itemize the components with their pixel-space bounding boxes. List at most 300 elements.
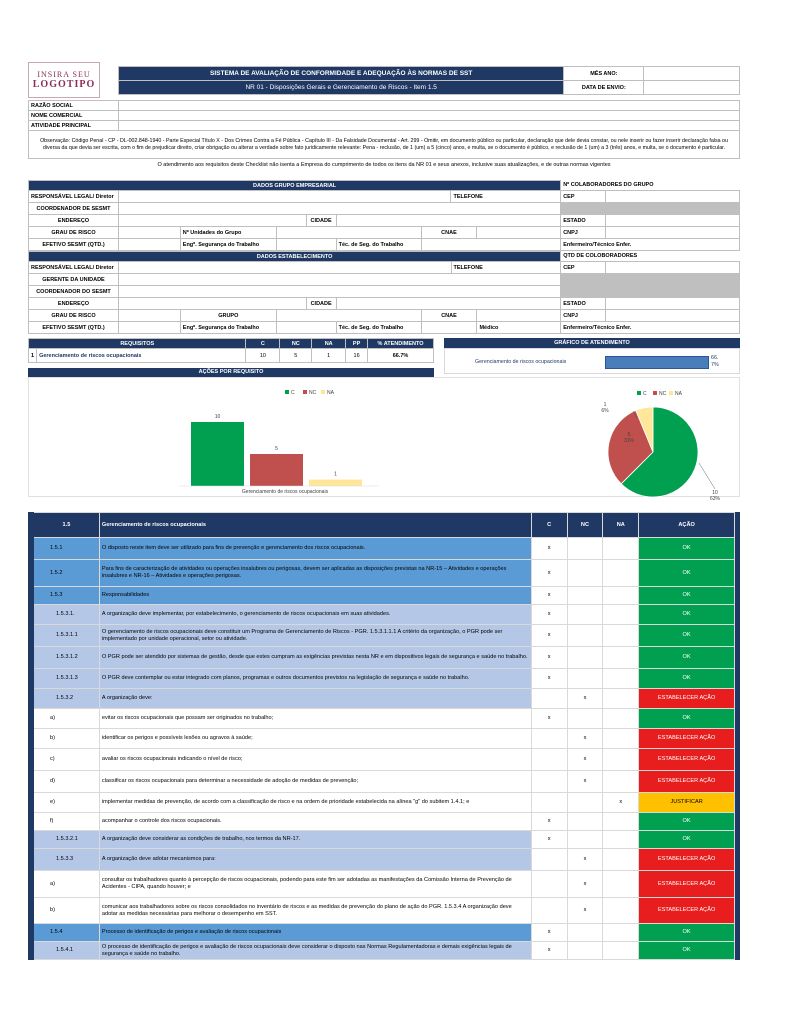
row-gutter (734, 813, 739, 831)
checklist-row (29, 793, 740, 813)
estab-telefone-label: TELEFONE (451, 262, 561, 274)
grupo-efetivo-field[interactable] (118, 239, 180, 251)
row-gutter (734, 771, 739, 793)
grupo-gray-block (561, 203, 740, 215)
row-number: f) (34, 813, 100, 831)
grupo-cidade-label: CIDADE (306, 215, 336, 227)
grupo-title: DADOS GRUPO EMPRESARIAL (29, 181, 561, 191)
summary-row-na: 1 (312, 349, 346, 363)
grupo-unidades-label: Nº Unidades do Grupo (180, 227, 276, 239)
estab-cnae-field[interactable] (477, 310, 561, 322)
row-gutter (734, 647, 739, 669)
razao-field[interactable] (119, 101, 740, 111)
row-gutter (734, 942, 739, 960)
bar-legend-swatch-nc (303, 390, 307, 394)
row-gutter (734, 587, 739, 605)
estab-table (28, 251, 740, 334)
row-action-badge[interactable]: OK (639, 831, 735, 849)
row-na-mark[interactable] (603, 771, 639, 793)
row-gutter (734, 560, 739, 587)
data-envio-field[interactable] (644, 81, 740, 95)
row-text: O disposto neste item deve ser utilizado para fins de prevenção e gerenciamento dos riscos ocupacionais. (99, 538, 531, 560)
checklist-header-acao: AÇÃO (639, 513, 735, 538)
row-text: Responsabilidades (99, 587, 531, 605)
pie-legend-swatch-nc (653, 391, 657, 395)
header-table (118, 66, 740, 95)
row-na-mark[interactable] (603, 605, 639, 625)
grupo-eng-field[interactable] (276, 239, 336, 251)
pie-legend-label-c: C (643, 391, 647, 397)
row-na-mark[interactable] (603, 709, 639, 729)
nr-subtitle: NR 01 - Disposições Gerais e Gerenciamento de Riscos - Item 1.5 (119, 81, 564, 95)
row-c-mark[interactable] (531, 771, 567, 793)
observacao-text: Observação: Código Penal - CP - DL-002.848-1940 - Parte Especial Título X - Dos Crimes Contra a Fé Pública - Capítulo III - Da Falsidade Documental - Art. 299 - Omitir, em documento público ou particular, declaração que dele devia constar, ou nele inserir ou fazer inserir declaração falsa ou diversa da que devia ser escrita, com o fim de prejudicar direito, criar obrigação ou alterar a verdade sobre fato juridicamente relevante: Pena - reclusão, de 1 (um) a 5 (cinco) anos, e multa, se o documento é público, e reclusão de 1 (um) a 3 (três) anos, e multa, se o documento é particular. (29, 131, 740, 159)
checklist-table (28, 512, 740, 960)
estab-grau-label: GRAU DE RISCO (29, 310, 119, 322)
mes-ano-field[interactable] (644, 67, 740, 81)
grupo-resp-field[interactable] (118, 191, 450, 203)
row-action-badge[interactable]: OK (639, 647, 735, 669)
estab-eng-field[interactable] (276, 322, 336, 334)
row-c-mark[interactable]: x (531, 605, 567, 625)
bar-legend-label-c: C (291, 390, 295, 396)
estab-eng-label: Engº. Segurança do Trabalho (180, 322, 276, 334)
row-na-mark[interactable] (603, 625, 639, 647)
row-number: b) (34, 898, 100, 924)
row-text: consultar os trabalhadores quanto à percepção de riscos ocupacionais, podendo para este fim ser adotadas as manifestações da Comissão Interna de Prevenção de Acidentes - CIPA, quando houver; e (99, 871, 531, 898)
estab-resp-label: RESPONSÁVEL LEGAL/ Diretor (29, 262, 119, 274)
pie-data-label-c: 10 (712, 490, 718, 496)
row-na-mark[interactable] (603, 871, 639, 898)
row-gutter (734, 898, 739, 924)
grupo-coord-label: COORDENADOR DE SESMT (29, 203, 119, 215)
row-action-badge[interactable]: ESTABELECER AÇÃO (639, 689, 735, 709)
row-action-badge[interactable]: ESTABELECER AÇÃO (639, 771, 735, 793)
checklist-header-nc: NC (567, 513, 603, 538)
row-nc-mark[interactable]: x (567, 871, 603, 898)
checklist-row (29, 849, 740, 871)
summary-header-pp: PP (346, 339, 368, 349)
checklist-header-c: C (531, 513, 567, 538)
estab-grau-field[interactable] (118, 310, 180, 322)
row-text: A organização deve: (99, 689, 531, 709)
grupo-tec-label: Téc. de Seg. do Trabalho (336, 239, 421, 251)
estab-gerente-field[interactable] (118, 274, 560, 286)
row-gutter (734, 729, 739, 749)
row-text: evitar os riscos ocupacionais que possam ser originados no trabalho; (99, 709, 531, 729)
row-number: 1.5.3.2 (34, 689, 100, 709)
pie-legend-swatch-na (669, 391, 673, 395)
checklist-row (29, 771, 740, 793)
pie-leader-line (699, 463, 715, 489)
row-text: O PGR deve contemplar ou estar integrado com planos, programas e outros documentos previstos na legislação de segurança e saúde no trabalho. (99, 669, 531, 689)
estab-gray-block (561, 274, 740, 298)
summary-row-num: 1 (29, 349, 37, 363)
row-action-badge[interactable]: OK (639, 669, 735, 689)
row-gutter (734, 709, 739, 729)
row-c-mark[interactable] (531, 749, 567, 771)
pie-data-label-c: 63% (709, 496, 721, 502)
row-action-badge[interactable]: OK (639, 538, 735, 560)
row-number: a) (34, 871, 100, 898)
row-text: A organização deve implementar, por estabelecimento, o gerenciamento de riscos ocupacionais em suas atividades. (99, 605, 531, 625)
row-na-mark[interactable]: x (603, 793, 639, 813)
row-number: a) (34, 709, 100, 729)
row-c-mark[interactable]: x (531, 560, 567, 587)
summary-header-requisitos: REQUISITOS (29, 339, 246, 349)
row-gutter (734, 871, 739, 898)
estab-enf-label: Enfermeiro/Técnico Enfer. (561, 322, 740, 334)
row-na-mark[interactable] (603, 831, 639, 849)
row-action-badge[interactable]: OK (639, 587, 735, 605)
checklist-row (29, 871, 740, 898)
checklist-row (29, 605, 740, 625)
atividade-field[interactable] (119, 121, 740, 131)
acoes-title: AÇÕES POR REQUISITO (28, 368, 434, 377)
row-na-mark[interactable] (603, 669, 639, 689)
row-gutter (734, 749, 739, 771)
grupo-estado-label: ESTADO (561, 215, 606, 227)
row-na-mark[interactable] (603, 560, 639, 587)
estab-estado-field[interactable] (606, 298, 740, 310)
grupo-cep-label: CEP (561, 191, 606, 203)
row-c-mark[interactable] (531, 729, 567, 749)
checklist-row (29, 729, 740, 749)
row-na-mark[interactable] (603, 898, 639, 924)
estab-cnae-label: CNAE (421, 310, 477, 322)
grupo-cnpj-label: CNPJ (561, 227, 606, 239)
row-text: A organização deve adotar mecanismos para: (99, 849, 531, 871)
row-nc-mark[interactable]: x (567, 771, 603, 793)
row-number: 1.5.2 (34, 560, 100, 587)
summary-header-nc: NC (280, 339, 312, 349)
grupo-grau-label: GRAU DE RISCO (29, 227, 119, 239)
pie-legend-swatch-c (637, 391, 641, 395)
estab-grupo-field[interactable] (276, 310, 421, 322)
estab-endereco-label: ENDEREÇO (29, 298, 119, 310)
estab-estado-label: ESTADO (561, 298, 606, 310)
bar-x-label: Gerenciamento de riscos ocupacionais (241, 489, 329, 495)
row-action-badge[interactable]: ESTABELECER AÇÃO (639, 749, 735, 771)
row-action-badge[interactable]: JUSTIFICAR (639, 793, 735, 813)
pie-legend-label-nc: NC (659, 391, 667, 397)
row-nc-mark[interactable] (567, 793, 603, 813)
row-na-mark[interactable] (603, 729, 639, 749)
row-number: 1.5.3.1.2 (34, 647, 100, 669)
grupo-cnpj-field[interactable] (606, 227, 740, 239)
pie-data-label-na: 6% (601, 408, 609, 414)
row-action-badge[interactable]: OK (639, 625, 735, 647)
grupo-enf-label: Enfermeiro/Técnico Enfer. (561, 239, 740, 251)
summary-row-c: 10 (246, 349, 280, 363)
checklist-row (29, 587, 740, 605)
estab-cidade-field[interactable] (336, 298, 561, 310)
row-na-mark[interactable] (603, 942, 639, 960)
row-number: 1.5.3.1. (34, 605, 100, 625)
pie-data-label-nc: 31% (623, 438, 635, 444)
checklist-header-title: Gerenciamento de riscos ocupacionais (99, 513, 531, 538)
row-action-badge[interactable]: ESTABELECER AÇÃO (639, 849, 735, 871)
checklist-row (29, 538, 740, 560)
row-gutter (734, 689, 739, 709)
row-nc-mark[interactable]: x (567, 898, 603, 924)
row-nc-mark[interactable] (567, 942, 603, 960)
system-title: SISTEMA DE AVALIAÇÃO DE CONFORMIDADE E ADEQUAÇÃO ÀS NORMAS DE SST (119, 67, 564, 81)
grupo-unidades-field[interactable] (276, 227, 421, 239)
estab-coord-field[interactable] (118, 286, 560, 298)
data-envio-label: DATA DE ENVIO: (564, 81, 644, 95)
bar-value-label-nc: 5 (275, 446, 278, 452)
row-action-badge[interactable]: OK (639, 813, 735, 831)
grafico-bar (605, 356, 709, 369)
row-number: 1.5.4 (34, 924, 100, 942)
grupo-cep-field[interactable] (606, 191, 740, 203)
grupo-cnae-field[interactable] (477, 227, 561, 239)
row-c-mark[interactable]: x (531, 647, 567, 669)
row-action-badge[interactable]: ESTABELECER AÇÃO (639, 898, 735, 924)
checklist-header-num: 1.5 (34, 513, 100, 538)
grupo-resp-label: RESPONSÁVEL LEGAL/ Diretor (29, 191, 119, 203)
row-action-badge[interactable]: OK (639, 560, 735, 587)
row-c-mark[interactable]: x (531, 942, 567, 960)
row-c-mark[interactable]: x (531, 669, 567, 689)
row-text: identificar os perigos e possíveis lesões ou agravos à saúde; (99, 729, 531, 749)
atendimento-text: O atendimento aos requisitos deste Checklist não isenta a Empresa do cumprimento de todos os itens da NR 01 e seus anexos, inclusive suas atualizações, e de outras normas vigentes (157, 161, 611, 168)
grafico-bar-label: Gerenciamento de riscos ocupacionais (475, 359, 567, 365)
estab-efetivo-field[interactable] (118, 322, 180, 334)
bar-na (309, 480, 362, 486)
grupo-colab-label: Nº COLABORADORES DO GRUPO (563, 182, 654, 189)
pie-legend-label-na: NA (675, 391, 682, 397)
pie-data-label-nc: 5 (627, 432, 631, 438)
row-action-badge[interactable]: OK (639, 942, 735, 960)
row-nc-mark[interactable] (567, 924, 603, 942)
row-text: Processo de identificação de perigos e avaliação de riscos ocupacionais (99, 924, 531, 942)
row-c-mark[interactable]: x (531, 625, 567, 647)
row-c-mark[interactable]: x (531, 538, 567, 560)
row-gutter (734, 849, 739, 871)
summary-row-nc: 5 (280, 349, 312, 363)
grafico-bar-value2: 7% (711, 362, 719, 368)
row-nc-mark[interactable]: x (567, 749, 603, 771)
row-text: O PGR pode ser atendido por sistemas de gestão, desde que estes cumpram as exigências previstas nesta NR e em dispositivos legais de segurança e saúde no trabalho. (99, 647, 531, 669)
row-gutter (734, 605, 739, 625)
company-logo (28, 62, 100, 98)
row-gutter (734, 831, 739, 849)
estab-coord-label: COORDENADOR DO SESMT (29, 286, 119, 298)
razao-label: RAZÃO SOCIAL (29, 101, 119, 111)
checklist-row (29, 813, 740, 831)
bar-nc (250, 454, 303, 486)
summary-header-na: NA (312, 339, 346, 349)
row-nc-mark[interactable] (567, 709, 603, 729)
estab-tec-field[interactable] (421, 322, 477, 334)
estab-cnpj-field[interactable] (606, 310, 740, 322)
row-number: 1.5.3.1.3 (34, 669, 100, 689)
summary-row-pct: 66.7% (368, 349, 434, 363)
row-na-mark[interactable] (603, 924, 639, 942)
row-action-badge[interactable]: ESTABELECER AÇÃO (639, 729, 735, 749)
company-table (28, 100, 740, 171)
row-gutter (734, 625, 739, 647)
row-action-badge[interactable]: ESTABELECER AÇÃO (639, 871, 735, 898)
summary-row-name: Gerenciamento de riscos ocupacionais (37, 349, 246, 363)
bar-legend-label-nc: NC (309, 390, 317, 396)
row-number: 1.5.1 (34, 538, 100, 560)
summary-table (28, 338, 434, 363)
grupo-coord-field[interactable] (118, 203, 560, 215)
grupo-eng-label: Engº. Segurança do Trabalho (180, 239, 276, 251)
row-text: comunicar aos trabalhadores sobre os riscos consolidados no inventário de riscos e as medidas de prevenção do plano de ação do PGR. 1.5.3.4 A organização deve adotar as medidas necessárias para melhorar o desempenho em SST. (99, 898, 531, 924)
row-na-mark[interactable] (603, 749, 639, 771)
bar-legend-swatch-c (285, 390, 289, 394)
row-c-mark[interactable] (531, 898, 567, 924)
estab-tec-label: Téc. de Seg. do Trabalho (336, 322, 421, 334)
row-nc-mark[interactable] (567, 647, 603, 669)
row-number: 1.5.3 (34, 587, 100, 605)
checklist-row (29, 942, 740, 960)
checklist-header (29, 513, 740, 538)
row-nc-mark[interactable] (567, 669, 603, 689)
grupo-endereco-label: ENDEREÇO (29, 215, 119, 227)
row-nc-mark[interactable] (567, 625, 603, 647)
row-gutter (734, 793, 739, 813)
row-c-mark[interactable]: x (531, 709, 567, 729)
bar-legend-label-na: NA (327, 390, 334, 396)
checklist-row (29, 831, 740, 849)
pie-data-label-na: 1 (603, 402, 607, 408)
estab-cep-field[interactable] (606, 262, 740, 274)
grupo-cidade-field[interactable] (336, 215, 561, 227)
estab-title: DADOS ESTABELECIMENTO (29, 252, 561, 262)
estab-cnpj-label: CNPJ (561, 310, 606, 322)
estab-endereco-field[interactable] (118, 298, 306, 310)
row-action-badge[interactable]: OK (639, 605, 735, 625)
row-nc-mark[interactable] (567, 605, 603, 625)
estab-cidade-label: CIDADE (306, 298, 336, 310)
row-na-mark[interactable] (603, 587, 639, 605)
checklist-header-na: NA (603, 513, 639, 538)
charts-area (28, 377, 740, 502)
checklist-row (29, 709, 740, 729)
grafico-title: GRÁFICO DE ATENDIMENTO (444, 338, 740, 348)
checklist-row (29, 647, 740, 669)
checklist-row (29, 924, 740, 942)
row-text: acompanhar o controle dos riscos ocupacionais. (99, 813, 531, 831)
estab-colab-label: QTD DE COLOBORADORES (563, 253, 638, 260)
row-nc-mark[interactable]: x (567, 729, 603, 749)
row-nc-mark[interactable] (567, 538, 603, 560)
row-text: implementar medidas de prevenção, de acordo com a classificação de risco e na ordem de prioridade estabelecida na alínea "g" do subitem 1.4.1; e (99, 793, 531, 813)
row-c-mark[interactable]: x (531, 587, 567, 605)
logo-line2: LOGOTIPO (32, 79, 96, 90)
row-number: 1.5.3.2.1 (34, 831, 100, 849)
logo-line1: INSIRA SEU (37, 70, 91, 79)
row-na-mark[interactable] (603, 647, 639, 669)
row-gutter (734, 924, 739, 942)
row-c-mark[interactable] (531, 689, 567, 709)
row-text: avaliar os riscos ocupacionais indicando o nível de risco; (99, 749, 531, 771)
grupo-estado-field[interactable] (606, 215, 740, 227)
row-na-mark[interactable] (603, 849, 639, 871)
bar-value-label-na: 1 (334, 471, 337, 478)
row-gutter (734, 669, 739, 689)
row-action-badge[interactable]: OK (639, 709, 735, 729)
row-c-mark[interactable] (531, 871, 567, 898)
row-na-mark[interactable] (603, 689, 639, 709)
estab-cep-label: CEP (561, 262, 606, 274)
row-nc-mark[interactable] (567, 813, 603, 831)
nome-field[interactable] (119, 111, 740, 121)
summary-header-c: C (246, 339, 280, 349)
row-number: d) (34, 771, 100, 793)
row-number: b) (34, 729, 100, 749)
estab-gerente-label: GERENTE DA UNIDADE (29, 274, 119, 286)
row-text: Para fins de caracterização de atividades ou operações insalubres ou perigosas, devem ser aplicadas as disposições previstas na NR-15 – Atividades e operações insalubres e NR-16 – Atividades e operações perigosas. (99, 560, 531, 587)
row-text: A organização deve considerar as condições de trabalho, nos termos da NR-17. (99, 831, 531, 849)
row-nc-mark[interactable] (567, 831, 603, 849)
row-number: 1.5.4.1 (34, 942, 100, 960)
estab-grupo-label: GRUPO (180, 310, 276, 322)
atividade-label: ATIVIDADE PRINCIPAL (29, 121, 119, 131)
grupo-efetivo-label: EFETIVO SESMT (QTD.) (29, 239, 119, 251)
bar-c (191, 422, 244, 486)
row-action-badge[interactable]: OK (639, 924, 735, 942)
row-text: O gerenciamento de riscos ocupacionais deve constituir um Programa de Gerenciamento de Riscos - PGR. 1.5.3.1.1.1 A critério da organização, o PGR pode ser implementado por unidade operacional, setor ou atividade. (99, 625, 531, 647)
row-c-mark[interactable] (531, 793, 567, 813)
grupo-telefone-label: TELEFONE (451, 191, 561, 203)
estab-resp-field[interactable] (118, 262, 451, 274)
row-nc-mark[interactable]: x (567, 849, 603, 871)
grupo-endereco-field[interactable] (118, 215, 306, 227)
row-na-mark[interactable] (603, 813, 639, 831)
estab-medico-label: Médico (477, 322, 561, 334)
row-c-mark[interactable]: x (531, 831, 567, 849)
row-text: classificar os riscos ocupacionais para determinar a necessidade de adoção de medidas de prevenção; (99, 771, 531, 793)
summary-header-pct: % ATENDIMENTO (368, 339, 434, 349)
checklist-row (29, 560, 740, 587)
row-gutter (734, 538, 739, 560)
row-c-mark[interactable]: x (531, 924, 567, 942)
grupo-cnae-label: CNAE (421, 227, 477, 239)
row-c-mark[interactable]: x (531, 813, 567, 831)
checklist-row (29, 689, 740, 709)
row-nc-mark[interactable] (567, 560, 603, 587)
grafico-atendimento (444, 348, 740, 374)
row-c-mark[interactable] (531, 849, 567, 871)
bar-legend-swatch-na (321, 390, 325, 394)
mes-ano-label: MÊS ANO: (564, 67, 644, 81)
checklist-row (29, 749, 740, 771)
pie-chart (589, 378, 789, 502)
checklist-row (29, 625, 740, 647)
bar-chart (29, 378, 449, 498)
row-nc-mark[interactable] (567, 587, 603, 605)
row-nc-mark[interactable]: x (567, 689, 603, 709)
estab-efetivo-label: EFETIVO SESMT (QTD.) (29, 322, 119, 334)
row-number: c) (34, 749, 100, 771)
checklist-row (29, 898, 740, 924)
row-number: e) (34, 793, 100, 813)
checklist-row (29, 669, 740, 689)
grupo-tec-field[interactable] (421, 239, 561, 251)
row-number: 1.5.3.1.1 (34, 625, 100, 647)
summary-row-pp: 16 (346, 349, 368, 363)
grupo-table (28, 180, 740, 251)
row-text: O processo de identificação de perigos e avaliação de riscos ocupacionais deve considerar o disposto nas Normas Regulamentadoras e demais exigências legais de segurança e saúde no trabalho. (99, 942, 531, 960)
row-na-mark[interactable] (603, 538, 639, 560)
grupo-grau-field[interactable] (118, 227, 180, 239)
